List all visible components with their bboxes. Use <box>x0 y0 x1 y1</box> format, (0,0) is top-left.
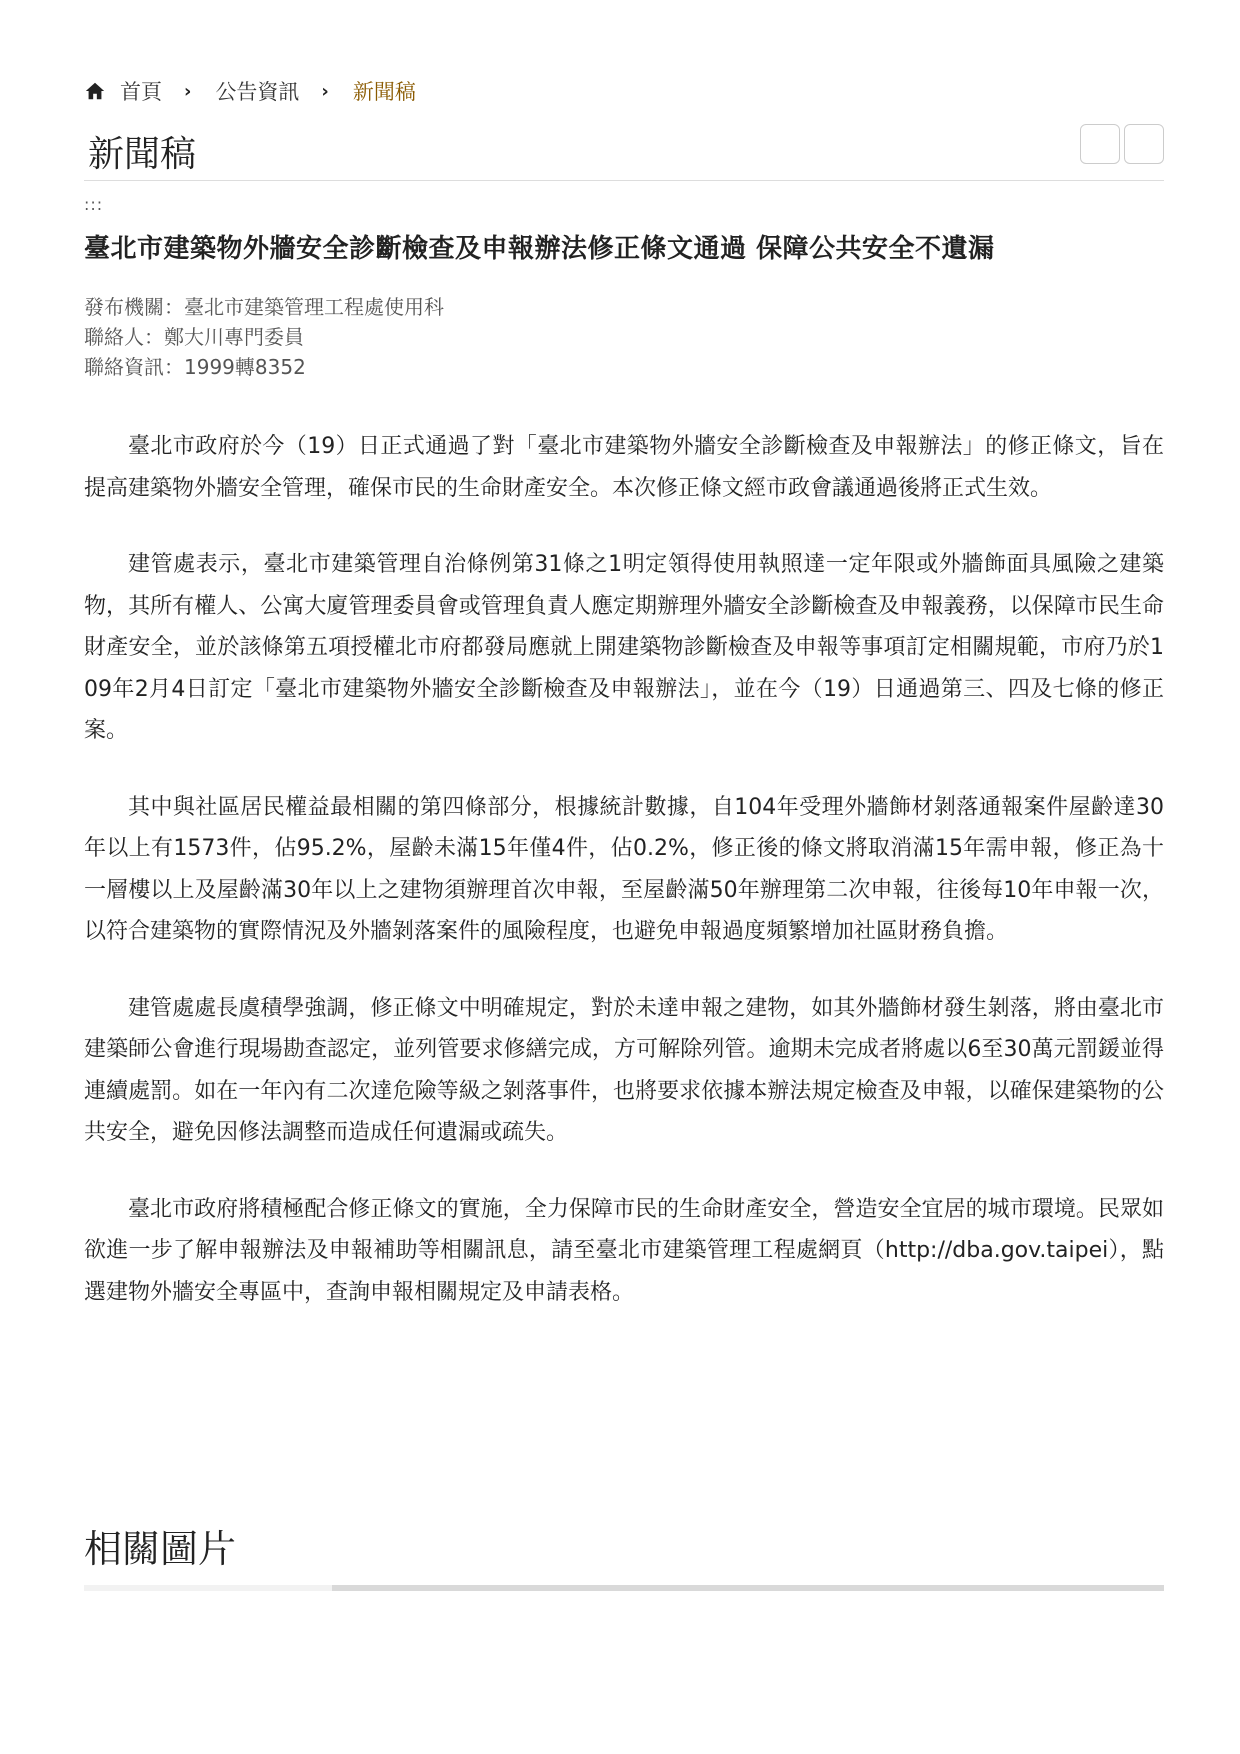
article-body <box>84 426 1164 1348</box>
chevron-right-icon: › <box>321 80 329 102</box>
breadcrumb-home-link[interactable]: 首頁 <box>120 80 162 104</box>
meta-contact-info: 聯絡資訊：1999轉8352 <box>84 355 306 379</box>
article-paragraph: 建管處表示，臺北市建築管理自治條例第31條之1明定領得使用執照達一定年限或外牆飾面具風險之建築物，其所有權人、公寓大廈管理委員會或管理負責人應定期辦理外牆安全診斷檢查及申報義務，以保障市民生命財產安全，並於該條第五項授權北市府都發局應就上開建築物診斷檢查及申報等事項訂定相關規範，市府乃於109年2月4日訂定「臺北市建築物外牆安全診斷檢查及申報辦法」，並在今（19）日通過第三、四及七條的修正案。 <box>84 552 1164 743</box>
breadcrumb-section-link[interactable]: 公告資訊 <box>215 80 300 104</box>
article-meta <box>84 292 444 382</box>
related-images-tab-indicator <box>84 1585 332 1591</box>
article-paragraph: 臺北市政府將積極配合修正條文的實施，全力保障市民的生命財產安全，營造安全宜居的城市環境。民眾如欲進一步了解申報辦法及申報補助等相關訊息，請至臺北市建築管理工程處網頁（http://dba.gov.taipei），點選建物外牆安全專區中，查詢申報相關規定及申請表格。 <box>84 1196 1164 1305</box>
article-paragraph: 臺北市政府於今（19）日正式通過了對「臺北市建築物外牆安全診斷檢查及申報辦法」的修正條文，旨在提高建築物外牆安全管理，確保市民的生命財產安全。本次修正條文經市政會議通過後將正式生效。 <box>84 434 1164 501</box>
article-paragraph: 其中與社區居民權益最相關的第四條部分，根據統計數據，自104年受理外牆飾材剝落通報案件屋齡達30年以上有1573件，佔95.2%，屋齡未滿15年僅4件，佔0.2%，修正後的條文將取消滿15年需申報，修正為十一層樓以上及屋齡滿30年以上之建物須辦理首次申報，至屋齡滿50年辦理第二次申報，往後每10年申報一次，以符合建築物的實際情況及外牆剝落案件的風險程度，也避免申報過度頻繁增加社區財務負擔。 <box>84 794 1164 944</box>
meta-agency: 發布機關：臺北市建築管理工程處使用科 <box>84 295 444 319</box>
breadcrumb <box>84 76 416 106</box>
related-images-divider <box>84 1585 1164 1591</box>
page-title: 新聞稿 <box>88 134 197 175</box>
home-icon[interactable] <box>84 80 106 102</box>
page-header <box>84 118 1164 181</box>
share-button[interactable] <box>1080 124 1120 164</box>
chevron-right-icon: › <box>184 80 192 102</box>
breadcrumb-current: 新聞稿 <box>352 80 416 104</box>
related-images-title: 相關圖片 <box>84 1527 237 1571</box>
article-title: 臺北市建築物外牆安全診斷檢查及申報辦法修正條文通過 保障公共安全不遺漏 <box>84 234 995 264</box>
meta-contact: 聯絡人：鄭大川專門委員 <box>84 325 304 349</box>
print-button[interactable] <box>1124 124 1164 164</box>
tool-buttons <box>1080 124 1164 164</box>
accesskey-anchor[interactable]: ::: <box>84 195 104 214</box>
article-paragraph: 建管處處長虞積學強調，修正條文中明確規定，對於未達申報之建物，如其外牆飾材發生剝落，將由臺北市建築師公會進行現場勘查認定，並列管要求修繕完成，方可解除列管。逾期未完成者將處以6至30萬元罰鍰並得連續處罰。如在一年內有二次達危險等級之剝落事件，也將要求依據本辦法規定檢查及申報，以確保建築物的公共安全，避免因修法調整而造成任何遺漏或疏失。 <box>84 995 1164 1145</box>
